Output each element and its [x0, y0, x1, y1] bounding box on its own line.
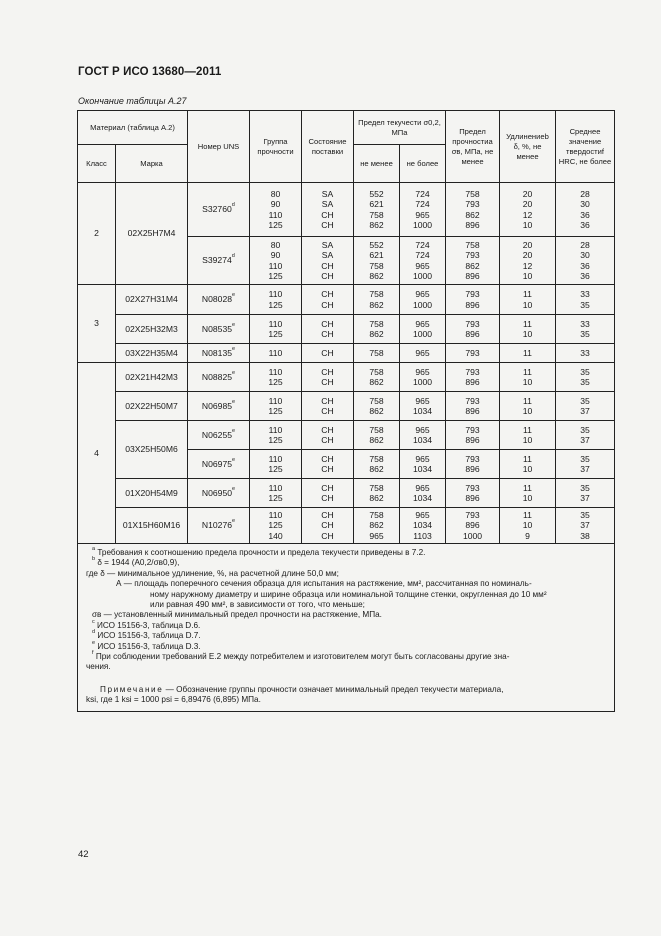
yield-max-cell: 965 1034 [400, 450, 446, 479]
yield-min-cell: 758 862 [354, 363, 400, 392]
elongation-cell: 11 10 [500, 285, 556, 315]
header-tensile: Предел прочностиa σв, МПа, не менее [446, 111, 500, 183]
tensile-cell: 793 896 1000 [446, 508, 500, 544]
class-cell: 2 [78, 183, 116, 285]
header-uns: Номер UNS [188, 111, 250, 183]
grade-cell: 01Х20Н54М9 [116, 479, 188, 508]
strength-group-cell: 110 125 140 [250, 508, 302, 544]
hardness-cell: 33 35 [556, 315, 615, 344]
hardness-cell: 35 35 [556, 363, 615, 392]
yield-min-cell: 758 862 [354, 479, 400, 508]
footnote-where: где δ — минимальное удлинение, %, на расчетной длине 50,0 мм; [86, 568, 339, 578]
tensile-cell: 793 896 [446, 285, 500, 315]
grade-cell: 03Х22Н35М4 [116, 344, 188, 363]
footnote-f-cont: чения. [86, 662, 111, 672]
grade-cell: 02Х25Н7М4 [116, 183, 188, 285]
hardness-cell: 33 [556, 344, 615, 363]
table-row [78, 508, 615, 544]
yield-min-cell: 758 862 965 [354, 508, 400, 544]
table-row [78, 392, 615, 421]
uns-cell: N06255e [188, 421, 250, 450]
grade-cell: 02Х21Н42М3 [116, 363, 188, 392]
yield-min-cell: 758 [354, 344, 400, 363]
table-row [78, 479, 615, 508]
table-row [78, 363, 615, 392]
tensile-cell: 793 896 [446, 392, 500, 421]
elongation-cell: 11 10 [500, 450, 556, 479]
elongation-cell: 20 20 12 10 [500, 183, 556, 237]
hardness-cell: 35 37 [556, 392, 615, 421]
condition-cell: CH CH [302, 479, 354, 508]
grade-cell: 02Х25Н32М3 [116, 315, 188, 344]
tensile-cell: 793 896 [446, 479, 500, 508]
elongation-cell: 20 20 12 10 [500, 237, 556, 285]
condition-cell: CH CH [302, 363, 354, 392]
condition-cell: SA SA CH CH [302, 183, 354, 237]
footnote-c: $^c$ ИСО 15156-3, таблица D.6. [92, 618, 201, 630]
condition-cell: CH CH [302, 421, 354, 450]
tensile-cell: 758 793 862 896 [446, 237, 500, 285]
strength-group-cell: 110 125 [250, 479, 302, 508]
condition-cell: CH CH CH [302, 508, 354, 544]
strength-group-cell: 110 125 [250, 363, 302, 392]
class-cell: 4 [78, 363, 116, 544]
hardness-cell: 35 37 [556, 421, 615, 450]
grade-cell: 02Х22Н50М7 [116, 392, 188, 421]
uns-cell: N08535e [188, 315, 250, 344]
hardness-cell: 35 37 38 [556, 508, 615, 544]
condition-cell: CH CH [302, 392, 354, 421]
table-row [78, 421, 615, 450]
hardness-cell: 28 30 36 36 [556, 237, 615, 285]
tensile-cell: 793 896 [446, 315, 500, 344]
footnote-b: $^b$ δ = 1944 (A0,2/σв0,9), [92, 556, 180, 568]
footnotes-row [78, 544, 615, 712]
footnote-area-3: или равная 490 мм², в зависимости от того, что меньше; [150, 600, 365, 610]
yield-max-cell: 965 1000 [400, 363, 446, 392]
tensile-cell: 793 896 [446, 363, 500, 392]
elongation-cell: 11 10 [500, 392, 556, 421]
header-hardness: Среднее значение твердостиf HRC, не более [556, 111, 615, 183]
uns-cell: N08028e [188, 285, 250, 315]
yield-max-cell: 965 1000 [400, 315, 446, 344]
hardness-cell: 33 35 [556, 285, 615, 315]
yield-max-cell: 965 1034 [400, 479, 446, 508]
header-yield-min: не менее [354, 145, 400, 183]
footnote-a: $^a$ Требования к соотношению предела прочности и предела текучести приведены в 7.2. [92, 546, 426, 557]
strength-group-cell: 80 90 110 125 [250, 237, 302, 285]
header-class: Класс [78, 145, 116, 183]
strength-group-cell: 110 [250, 344, 302, 363]
uns-cell: N08825e [188, 363, 250, 392]
document-header: ГОСТ Р ИСО 13680—2011 [78, 66, 222, 78]
elongation-cell: 11 10 [500, 479, 556, 508]
header-strength-group: Группа прочности [250, 111, 302, 183]
yield-min-cell: 552 621 758 862 [354, 237, 400, 285]
tensile-cell: 793 896 [446, 450, 500, 479]
elongation-cell: 11 10 [500, 363, 556, 392]
hardness-cell: 28 30 36 36 [556, 183, 615, 237]
yield-max-cell: 965 1034 [400, 421, 446, 450]
grade-cell: 03Х25Н50М6 [116, 421, 188, 479]
footnote-area-2: ному наружному диаметру и ширине образца или номинальной толщине стенки, округленная до 10 мм² [150, 589, 547, 599]
hardness-cell: 35 37 [556, 479, 615, 508]
table-caption: Окончание таблицы А.27 [78, 96, 187, 106]
condition-cell: CH CH [302, 285, 354, 315]
elongation-cell: 11 10 9 [500, 508, 556, 544]
tensile-cell: 793 [446, 344, 500, 363]
condition-cell: CH CH [302, 450, 354, 479]
class-cell: 3 [78, 285, 116, 363]
yield-max-cell: 724 724 965 1000 [400, 237, 446, 285]
note-label: Примечание [100, 684, 164, 694]
page-number: 42 [78, 849, 89, 860]
table-row [78, 344, 615, 363]
header-yield: Предел текучести σ0,2, МПа [354, 111, 446, 145]
yield-min-cell: 758 862 [354, 285, 400, 315]
strength-group-cell: 80 90 110 125 [250, 183, 302, 237]
yield-min-cell: 552 621 758 862 [354, 183, 400, 237]
footnote-f: $^f$ При соблюдении требований Е.2 между потребителем и изготовителем могут быть согласованы другие зна- [92, 650, 510, 662]
condition-cell: CH [302, 344, 354, 363]
footnote-d: $^d$ ИСО 15156-3, таблица D.7. [92, 629, 201, 641]
yield-max-cell: 965 1034 [400, 392, 446, 421]
tensile-cell: 758 793 862 896 [446, 183, 500, 237]
yield-min-cell: 758 862 [354, 421, 400, 450]
uns-cell: N06975e [188, 450, 250, 479]
uns-cell: S39274$^d$ [188, 237, 250, 285]
header-yield-max: не более [400, 145, 446, 183]
table-row [78, 285, 615, 315]
uns-cell: N08135e [188, 344, 250, 363]
table-note-cont: ksi, где 1 ksi = 1000 psi = 6,89476 (6,895) МПа. [86, 695, 261, 705]
condition-cell: SA SA CH CH [302, 237, 354, 285]
hardness-cell: 35 37 [556, 450, 615, 479]
strength-group-cell: 110 125 [250, 315, 302, 344]
uns-cell: N06950e [188, 479, 250, 508]
header-grade: Марка [116, 145, 188, 183]
yield-max-cell: 965 1034 1103 [400, 508, 446, 544]
header-condition: Состояние поставки [302, 111, 354, 183]
grade-cell: 02Х27Н31М4 [116, 285, 188, 315]
elongation-cell: 11 10 [500, 421, 556, 450]
yield-max-cell: 965 [400, 344, 446, 363]
elongation-cell: 11 [500, 344, 556, 363]
strength-group-cell: 110 125 [250, 392, 302, 421]
footnote-sigma: σв — установленный минимальный предел прочности на растяжение, МПа. [92, 610, 382, 620]
footnote-e: $^e$ ИСО 15156-3, таблица D.3. [92, 639, 201, 651]
table-row [78, 315, 615, 344]
condition-cell: CH CH [302, 315, 354, 344]
uns-cell: N06985e [188, 392, 250, 421]
yield-max-cell: 724 724 965 1000 [400, 183, 446, 237]
yield-max-cell: 965 1000 [400, 285, 446, 315]
footnotes-cell [78, 544, 615, 712]
yield-min-cell: 758 862 [354, 450, 400, 479]
footnote-area-1: А — площадь поперечного сечения образца для испытания на растяжение, мм², рассчитанная по номиналь- [116, 579, 532, 589]
strength-group-cell: 110 125 [250, 450, 302, 479]
elongation-cell: 11 10 [500, 315, 556, 344]
grade-cell: 01Х15Н60М16 [116, 508, 188, 544]
yield-min-cell: 758 862 [354, 392, 400, 421]
yield-min-cell: 758 862 [354, 315, 400, 344]
uns-cell: S32760$^d$ [188, 183, 250, 237]
table-row [78, 183, 615, 237]
strength-group-cell: 110 125 [250, 421, 302, 450]
uns-cell: N10276e [188, 508, 250, 544]
properties-table [77, 110, 615, 712]
strength-group-cell: 110 125 [250, 285, 302, 315]
header-material: Материал (таблица А.2) [78, 111, 188, 145]
header-elongation: Удлинениеb δ, %, не менее [500, 111, 556, 183]
tensile-cell: 793 896 [446, 421, 500, 450]
table-note: Примечание — Обозначение группы прочности означает минимальный предел текучести материала, [100, 684, 504, 694]
